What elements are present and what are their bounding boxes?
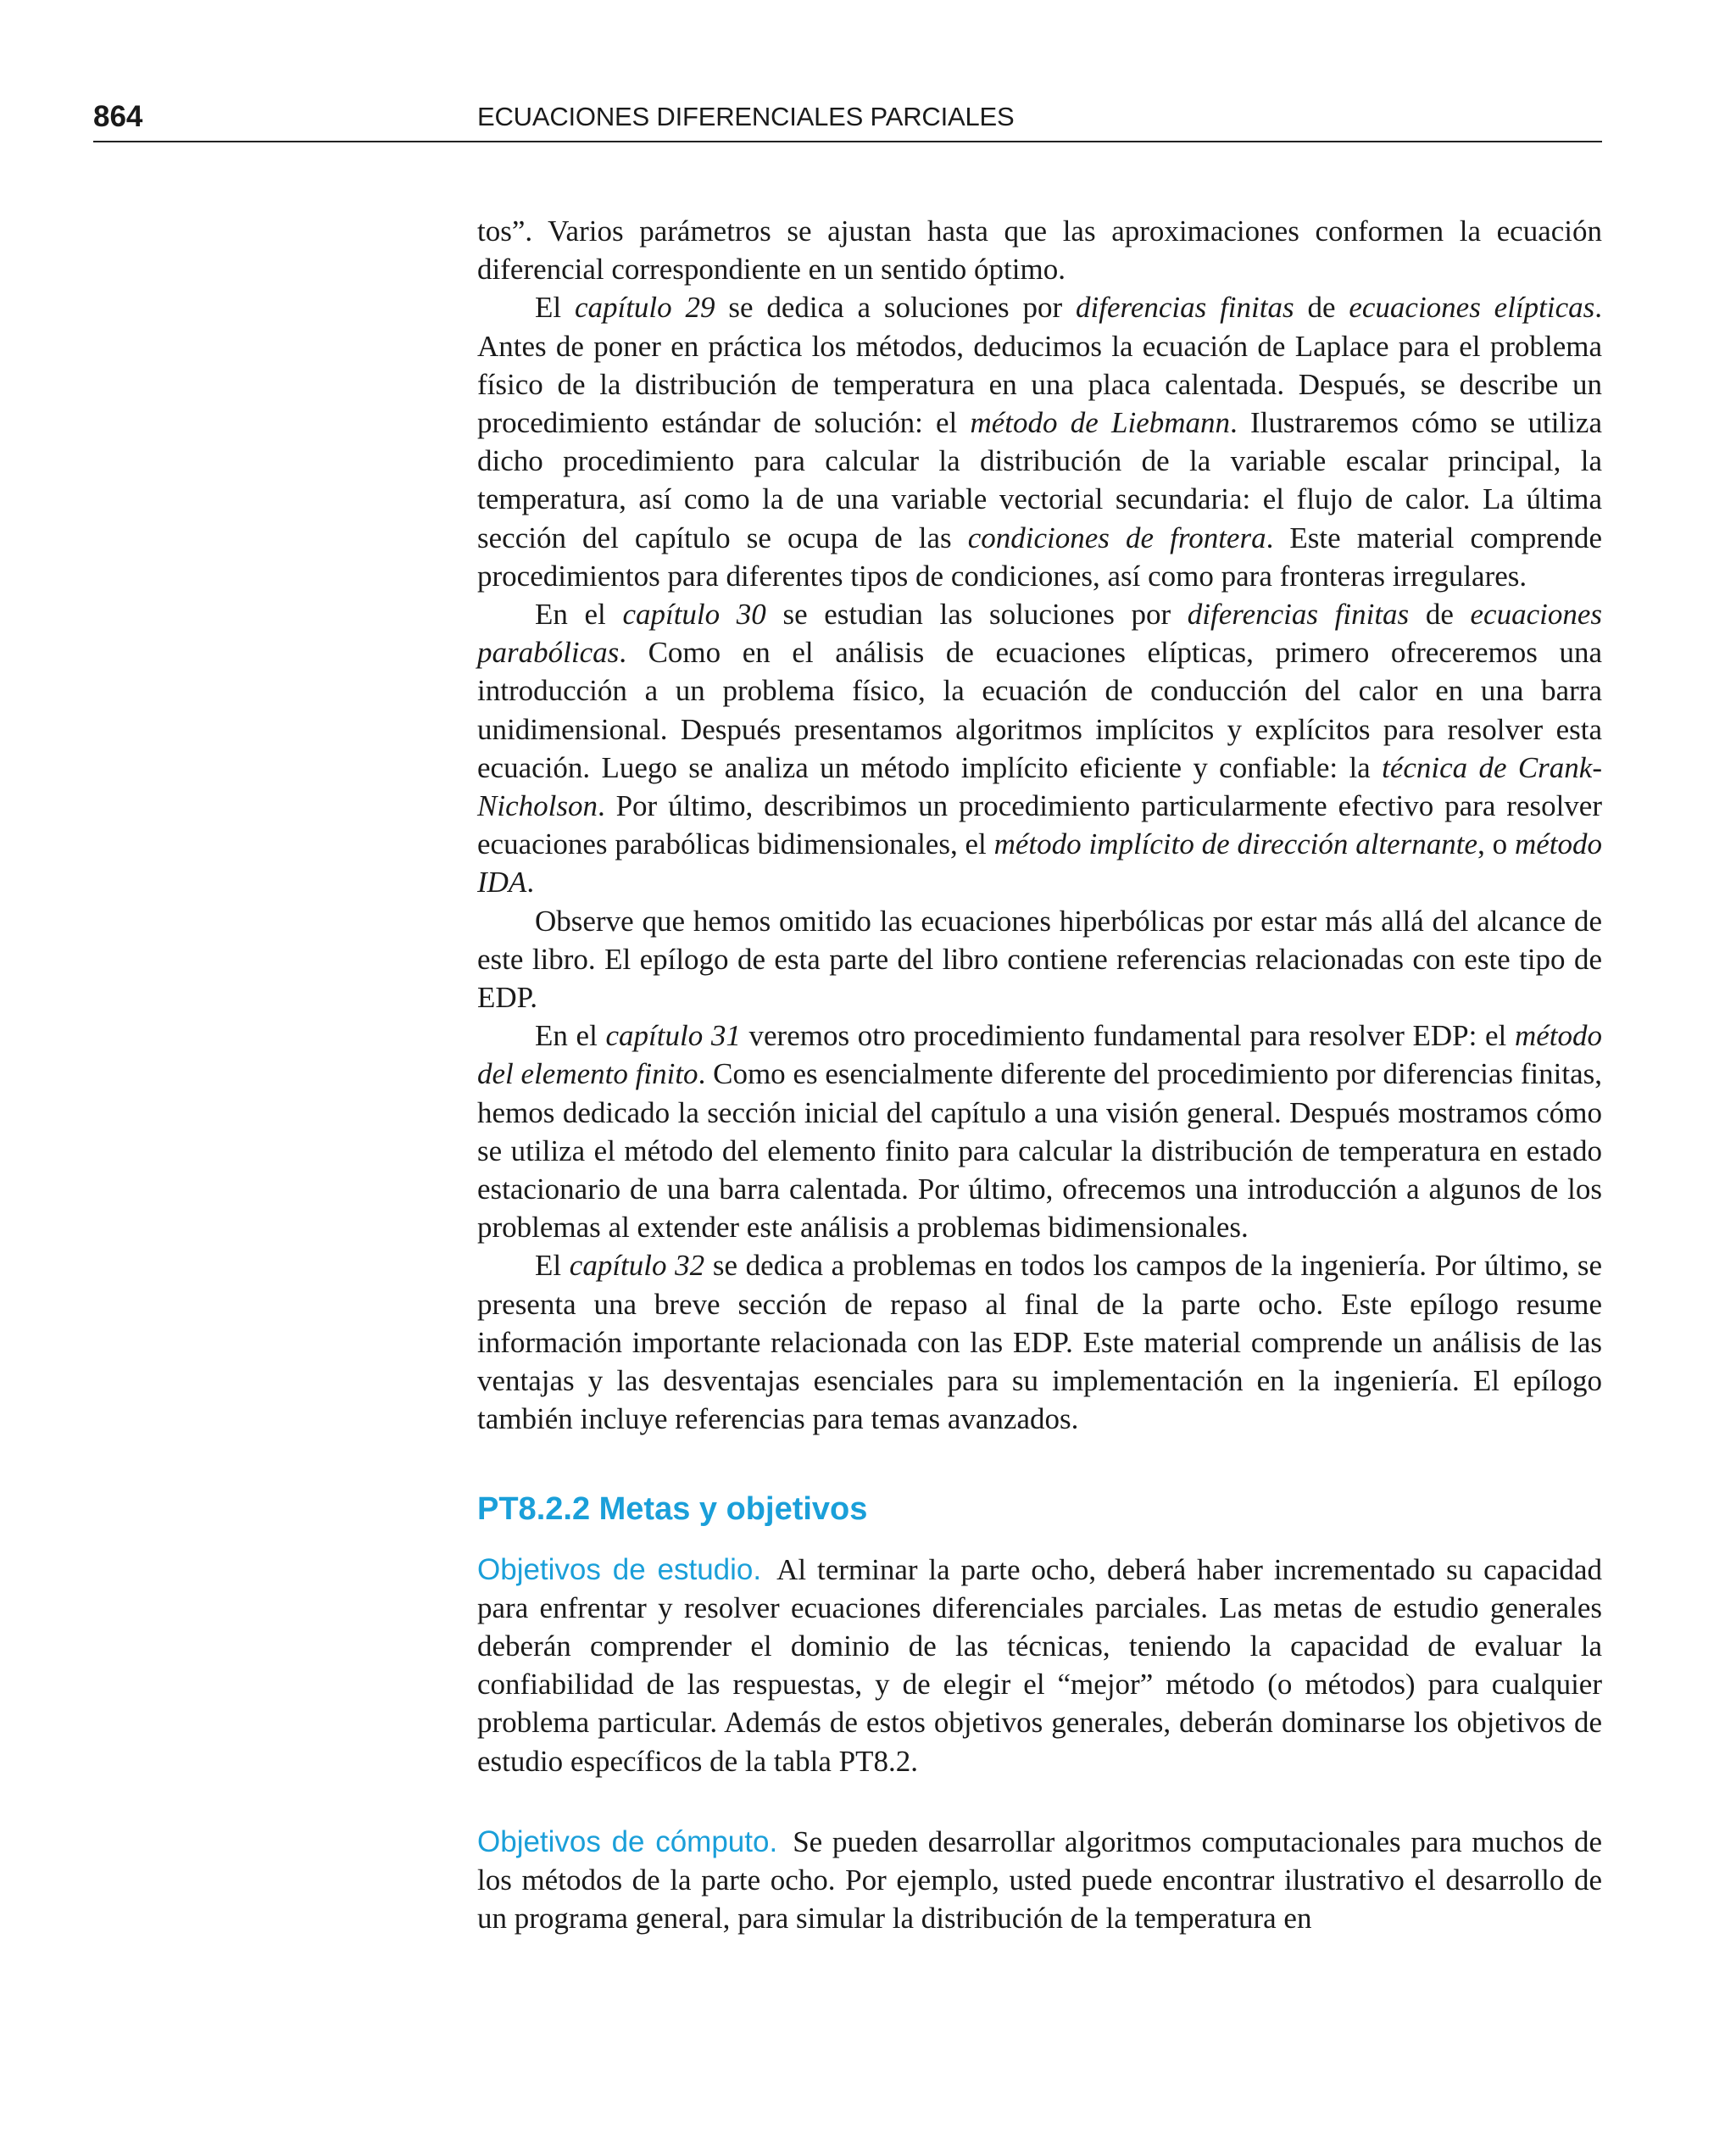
text-run: Al terminar la parte ocho, deberá haber incrementado su capacidad para enfrentar y resolver ecuaciones diferenciales parciales. Las metas de estudio generales deberán comprender el dominio de las técnicas, teniendo la capacidad de evaluar la confiabilidad de las respuestas, y de elegir el “mejor” método (o métodos) para cualquier problema particular. Además de estos objetivos generales, deberán dominarse los objetivos de estudio específicos de la tabla PT8.2. xyxy=(477,1552,1602,1778)
italic-run: técnica de Crank-Nicholson xyxy=(477,750,1602,823)
text-run: . xyxy=(526,866,535,900)
text-run: se dedica a soluciones por xyxy=(715,291,1077,325)
text-run: . Este material comprende procedimientos para diferentes tipos de condiciones, así como para fronteras irregulares. xyxy=(477,521,1603,593)
italic-run: método implícito de dirección alternante xyxy=(993,827,1478,861)
running-head: ECUACIONES DIFERENCIALES PARCIALES xyxy=(477,102,1015,131)
text-run: . Antes de poner en práctica los métodos, deducimos la ecuación de Laplace para el problema físico de la distribución de temperatura en una placa calentada. Después, se describe un procedimiento estándar de solución: el xyxy=(477,291,1603,440)
text-run: . Como es esencialmente diferente del procedimiento por diferencias finitas, hemos dedicado la sección inicial del capítulo a una visión general. Después mostramos cómo se utiliza el método del elemento finito para calcular la distribución de temperatura en estado estacionario de una barra calentada. Por último, ofrecemos una introducción a algunos de los problemas al extender este análisis a problemas bidimensionales. xyxy=(477,1057,1603,1245)
italic-run: ecuaciones parabólicas xyxy=(477,598,1602,670)
italic-run: condiciones de frontera xyxy=(967,521,1266,554)
paragraph-continuation xyxy=(477,212,1602,288)
italic-run: diferencias finitas xyxy=(1187,598,1410,632)
text-run: . Como en el análisis de ecuaciones elípticas, primero ofreceremos una introducción a un problema físico, la ecuación de conducción del calor en una barra unidimensional. Después presentamos algoritmos implícitos y explícitos para resolver esta ecuación. Luego se analiza un método implícito eficiente y confiable: la xyxy=(477,636,1602,784)
paragraph-chapter-32 xyxy=(477,1246,1602,1438)
page-number: 864 xyxy=(93,100,143,133)
text-run: En el xyxy=(535,598,623,632)
italic-run: capítulo 32 xyxy=(569,1249,705,1283)
paragraph-hyperbolic-note xyxy=(477,902,1602,1017)
paragraph-chapter-30 xyxy=(477,595,1602,902)
text-run: , o xyxy=(1477,827,1515,861)
italic-run: diferencias finitas xyxy=(1076,291,1294,325)
text-run: veremos otro procedimiento fundamental para resolver EDP: el xyxy=(740,1019,1515,1053)
italic-run: capítulo 29 xyxy=(574,291,715,325)
page-body xyxy=(477,212,1602,1937)
text-run: se dedica a problemas en todos los campos de la ingeniería. Por último, se presenta una breve sección de repaso al final de la parte ocho. Este epílogo resume información importante relacionada con las EDP. Este material comprende un análisis de las ventajas y las desventajas esenciales para su implementación en la ingeniería. El epílogo también incluye referencias para temas avanzados. xyxy=(477,1249,1602,1436)
page-header xyxy=(93,98,1602,142)
italic-run: método de Liebmann xyxy=(970,406,1231,440)
italic-run: método del elemento finito xyxy=(477,1019,1602,1091)
text-run: Observe que hemos omitido las ecuaciones hiperbólicas por estar más allá del alcance de este libro. El epílogo de esta parte del libro contiene referencias relacionadas con este tipo de EDP. xyxy=(477,904,1602,1015)
italic-run: capítulo 30 xyxy=(622,598,766,632)
run-in-heading: Objetivos de cómputo. xyxy=(477,1824,778,1858)
text-run: de xyxy=(1409,598,1471,632)
paragraph-computing-objectives xyxy=(477,1823,1602,1938)
text-run: . Por último, describimos un procedimiento particularmente efectivo para resolver ecuaciones parabólicas bidimensionales, el xyxy=(477,789,1602,861)
text-run: de xyxy=(1294,291,1349,325)
run-in-heading: Objetivos de estudio. xyxy=(477,1552,762,1586)
italic-run: ecuaciones elípticas xyxy=(1349,291,1595,325)
text-run: Se pueden desarrollar algoritmos computacionales para muchos de los métodos de la parte ocho. Por ejemplo, usted puede encontrar ilustrativo el desarrollo de un programa general, para simular la distribución de la temperatura en xyxy=(477,1824,1602,1936)
italic-run: capítulo 31 xyxy=(605,1019,741,1053)
paragraph-chapter-29 xyxy=(477,288,1602,595)
paragraph-chapter-31 xyxy=(477,1017,1602,1246)
text-run: El xyxy=(535,291,575,325)
paragraph-study-objectives xyxy=(477,1551,1602,1780)
section-heading: PT8.2.2 Metas y objetivos xyxy=(477,1490,868,1527)
paragraph-spacer xyxy=(477,1780,1602,1823)
text-run: . Ilustraremos cómo se utiliza dicho procedimiento para calcular la distribución de la variable escalar principal, la temperatura, así como la de una variable vectorial secundaria: el flujo de calor. La última sección del capítulo se ocupa de las xyxy=(477,406,1602,554)
text-run: En el xyxy=(535,1019,606,1053)
text-run: se estudian las soluciones por xyxy=(765,598,1188,632)
text-run: tos”. Varios parámetros se ajustan hasta que las aproximaciones conformen la ecuación diferencial correspondiente en un sentido óptimo. xyxy=(477,214,1602,287)
text-run: El xyxy=(535,1249,570,1283)
italic-run: método IDA xyxy=(477,827,1602,900)
